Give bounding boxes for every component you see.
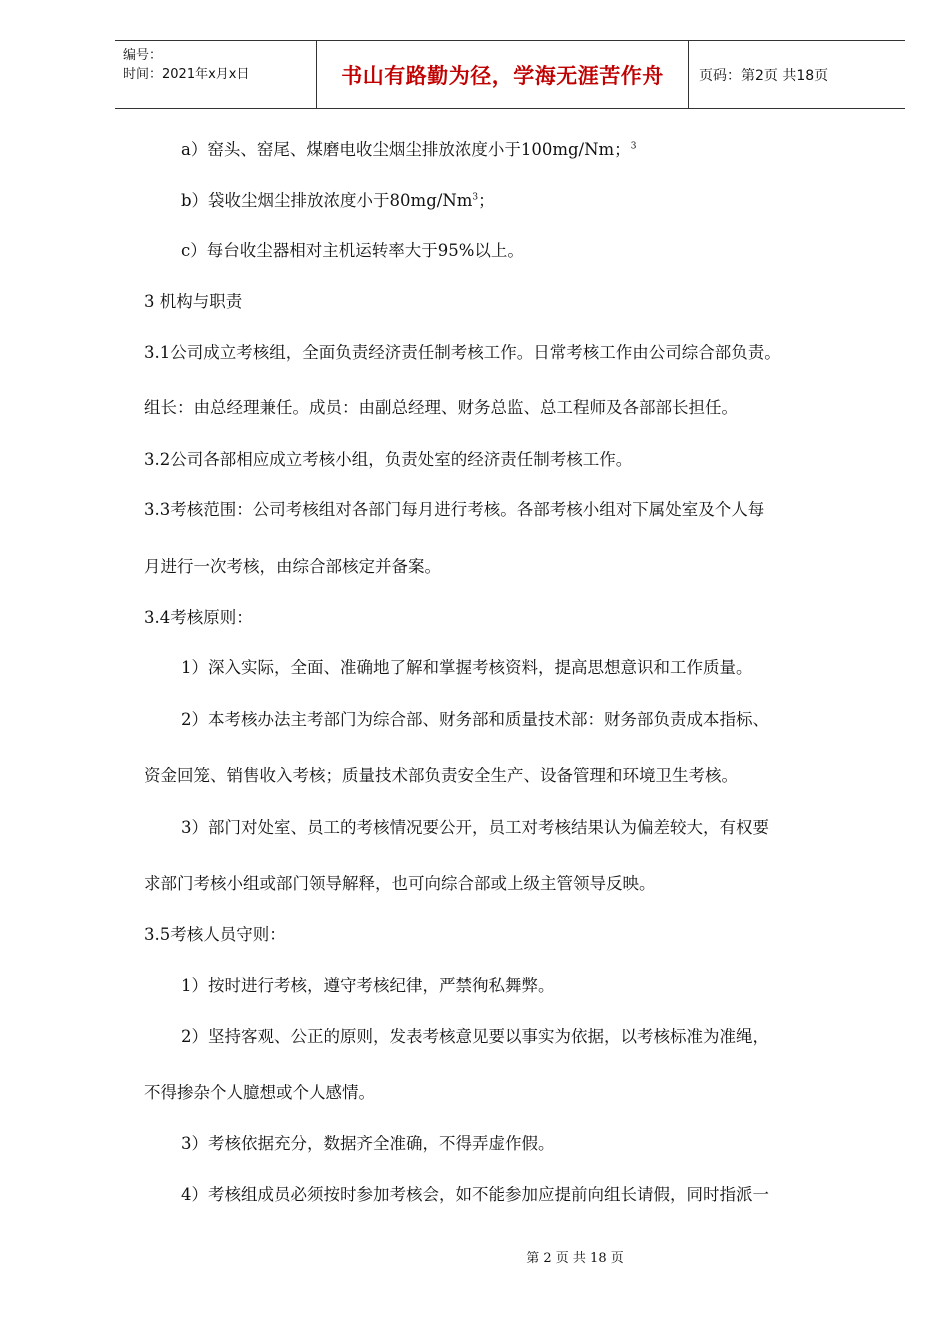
footer-page-number: 第 2 页 共 18 页 [526,1251,624,1266]
list-item: 4）考核组成员必须按时参加考核会，如不能参加应提前向组长请假，同时指派一 [181,1185,769,1204]
section-heading: 3.4考核原则： [144,608,253,627]
list-item: 1）深入实际，全面、准确地了解和掌握考核资料，提高思想意识和工作质量。 [181,658,753,677]
paragraph-text: a）窑头、窑尾、煤磨电收尘烟尘排放浓度小于100mg/Nm； [181,140,631,159]
header-motto-cell [317,41,689,108]
list-item-continuation: 求部门考核小组或部门领导解释，也可向综合部或上级主管领导反映。 [144,874,656,893]
list-item-continuation: 不得掺杂个人臆想或个人感情。 [144,1083,375,1102]
paragraph-tail: ； [478,191,495,210]
list-item-continuation: 资金回笼、销售收入考核；质量技术部负责安全生产、设备管理和环境卫生考核。 [144,766,738,785]
paragraph: c）每台收尘器相对主机运转率大于95%以上。 [181,241,524,260]
document-number-label: 编号： [123,48,163,63]
paragraph-text: b）袋收尘烟尘排放浓度小于80mg/Nm [181,191,473,210]
paragraph: 3.2公司各部相应成立考核小组，负责处室的经济责任制考核工作。 [144,450,633,469]
paragraph: 3.1公司成立考核组，全面负责经济责任制考核工作。日常考核工作由公司综合部负责。 [144,343,781,362]
list-item: 2）本考核办法主考部门为综合部、财务部和质量技术部：财务部负责成本指标、 [181,710,769,729]
list-item: 3）部门对处室、员工的考核情况要公开，员工对考核结果认为偏差较大，有权要 [181,818,769,837]
section-heading: 3 机构与职责 [144,292,243,311]
header-motto: 书山有路勤为径，学海无涯苦作舟 [341,63,664,88]
section-heading: 3.5考核人员守则： [144,925,286,944]
list-item: 2）坚持客观、公正的原则，发表考核意见要以事实为依据，以考核标准为准绳， [181,1027,769,1046]
paragraph: 组长：由总经理兼任。成员：由副总经理、财务总监、总工程师及各部部长担任。 [144,398,738,417]
page-header [115,40,905,109]
header-meta [115,41,317,108]
paragraph: 3.3考核范围：公司考核组对各部门每月进行考核。各部考核小组对下属处室及个人每 [144,500,765,519]
paragraph [181,190,495,212]
paragraph [181,139,636,161]
list-item: 1）按时进行考核，遵守考核纪律，严禁徇私舞弊。 [181,976,555,995]
header-page-number: 页码：第2页 共18页 [699,67,829,84]
paragraph: 月进行一次考核，由综合部核定并备案。 [144,557,441,576]
header-page-cell [689,41,905,108]
superscript: 3 [472,192,479,203]
list-item: 3）考核依据充分，数据齐全准确，不得弄虚作假。 [181,1134,555,1153]
superscript: 3 [630,141,637,152]
page-footer [0,1247,950,1266]
document-time-label: 时间：2021年x月x日 [123,67,250,82]
